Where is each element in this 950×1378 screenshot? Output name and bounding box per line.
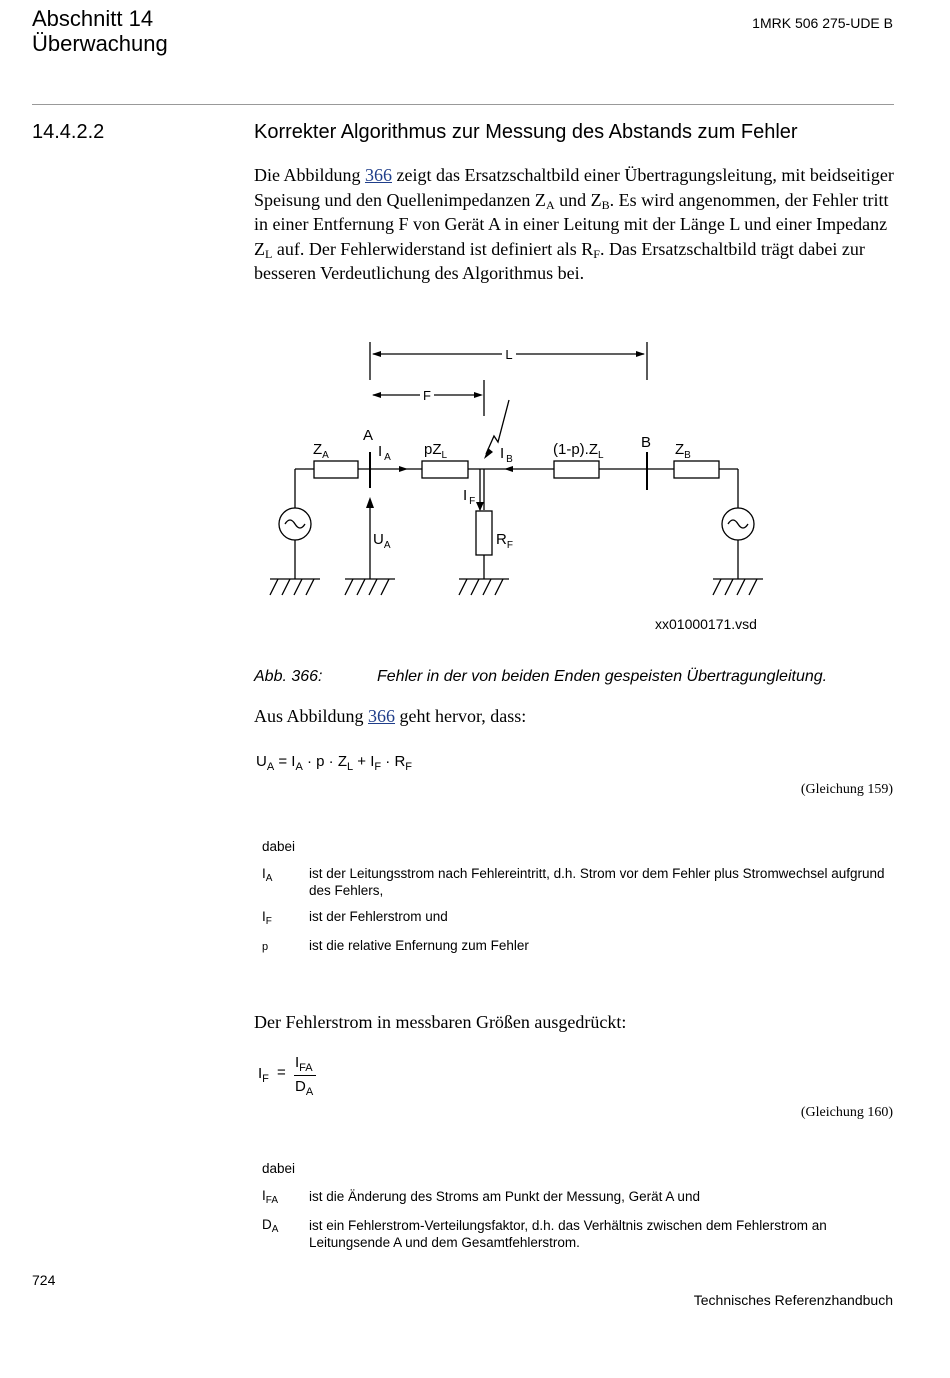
circuit-diagram bbox=[250, 330, 770, 645]
symbol-DA-description: ist ein Fehlerstrom-Verteilungsfaktor, d.h. das Verhältnis zwischen dem Fehlerstrom an Leitungsende A und dem Gesamtfehlerstrom. bbox=[309, 1218, 827, 1250]
equation-number-160: (Gleichung 160) bbox=[800, 1105, 893, 1120]
figure-link-2[interactable]: 366 bbox=[368, 706, 396, 726]
eq160-fraction-bar bbox=[294, 1075, 316, 1076]
header-divider bbox=[32, 104, 894, 105]
symbol-IFA: $I_{FA}$ bbox=[262, 1188, 278, 1206]
figure-link[interactable]: 366 bbox=[365, 165, 392, 185]
document-number: 1MRK 506 275-UDE B bbox=[752, 15, 893, 31]
label-pZL: $pZ_L$ bbox=[424, 441, 448, 461]
impedance-pZL bbox=[422, 461, 468, 478]
fault-lightning-icon bbox=[486, 400, 509, 454]
equation-number-159: (Gleichung 159) bbox=[800, 782, 893, 797]
equation-159: $U_A = I_A \cdot p \cdot Z_L + I_F \cdot R_F$ bbox=[256, 753, 413, 773]
eq160-equals: = bbox=[277, 1064, 286, 1081]
label-IF: I $_F$ bbox=[463, 487, 476, 507]
paragraph-reference: Aus Abbildung 366 geht hervor, dass: bbox=[254, 706, 527, 726]
equation-160 bbox=[258, 1054, 338, 1100]
eq160-denominator: $D_A$ bbox=[295, 1078, 314, 1098]
impedance-1-p-ZL bbox=[554, 461, 599, 478]
label-ZB: $Z_B$ bbox=[675, 441, 691, 461]
manual-title: Technisches Referenzhandbuch bbox=[693, 1292, 893, 1308]
label-L: L bbox=[505, 347, 513, 362]
chapter-number: Abschnitt 14 bbox=[32, 6, 154, 31]
label-UA: $U_A$ bbox=[373, 531, 391, 551]
figure-label: Abb. 366: bbox=[254, 668, 323, 685]
label-IA: I $_A$ bbox=[378, 443, 391, 463]
page-number: 724 bbox=[32, 1272, 56, 1288]
where-label: dabei bbox=[262, 839, 296, 854]
eq160-lhs: $I_F$ bbox=[258, 1065, 269, 1085]
symbol-DA: $D_A$ bbox=[262, 1217, 279, 1235]
where-label-2: dabei bbox=[262, 1161, 296, 1176]
label-F: F bbox=[423, 388, 431, 403]
symbol-IFA-description: ist die Änderung des Stroms am Punkt der Messung, Gerät A und bbox=[309, 1189, 700, 1204]
symbol-IA: $I_A$ bbox=[262, 866, 273, 884]
diagram-filename: xx01000171.vsd bbox=[655, 616, 757, 632]
intro-paragraph: Die Abbildung 366 zeigt das Ersatzschaltbild einer Übertragungsleitung, mit beidseitiger Speisung und den Quellenimpedanzen $Z_A$ und $Z_B$. Es wird angenommen, der Fehler tritt in einer Entfernung F von Gerät A in einer Leitung mit der Länge L und einer Impedanz $Z_L$ auf. Der Fehlerwiderstand ist definiert als $R_F$. Das Ersatzschaltbild trägt dabei zur besseren Verdeutlichung des Algorithmus bei. bbox=[254, 165, 894, 283]
label-RF: $R_F$ bbox=[496, 531, 513, 551]
paragraph-fault-current: Der Fehlerstrom in messbaren Größen ausgedrückt: bbox=[254, 1012, 627, 1032]
fault-resistance-RF bbox=[476, 511, 492, 555]
symbol-IF: $I_F$ bbox=[262, 909, 272, 927]
symbol-p-description: ist die relative Enfernung zum Fehler bbox=[309, 938, 529, 953]
chapter-title: Überwachung bbox=[32, 31, 168, 56]
section-number: 14.4.2.2 bbox=[32, 121, 105, 143]
section-title: Korrekter Algorithmus zur Messung des Abstands zum Fehler bbox=[254, 121, 798, 143]
label-B: B bbox=[641, 434, 652, 451]
label-A: A bbox=[363, 427, 374, 444]
symbol-IA-description: ist der Leitungsstrom nach Fehlereintritt, d.h. Strom vor dem Fehler plus Stromwechsel aufgrund des Fehlers, bbox=[309, 866, 885, 898]
label-ZA: $Z_A$ bbox=[313, 441, 329, 461]
label-IB: I $_B$ bbox=[500, 445, 513, 465]
symbol-IF-description: ist der Fehlerstrom und bbox=[309, 909, 448, 924]
figure-caption: Fehler in der von beiden Enden gespeisten Übertragungleitung. bbox=[377, 668, 828, 685]
symbol-p: p bbox=[262, 941, 269, 953]
label-1-p-ZL: $(1-p).Z_L$ bbox=[553, 441, 604, 461]
chapter-heading bbox=[32, 6, 168, 56]
impedance-ZB bbox=[674, 461, 719, 478]
impedance-ZA bbox=[314, 461, 358, 478]
eq160-numerator: $I_{FA}$ bbox=[295, 1054, 313, 1074]
